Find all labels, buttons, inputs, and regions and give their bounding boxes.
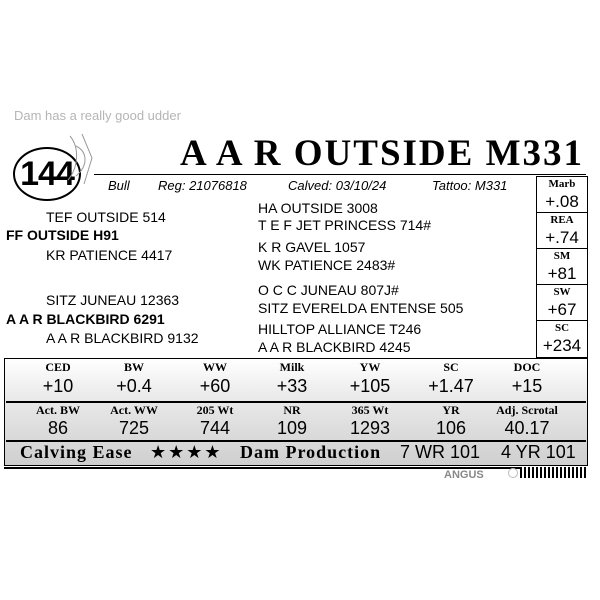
side-epd-label: Marb (548, 178, 576, 190)
actual-label: 365 Wt (351, 403, 389, 417)
calving-ease-stars: ★★★★ (150, 442, 223, 462)
pedigree-dsd: SITZ EVERELDA ENTENSE 505 (258, 300, 464, 316)
side-epd-value: +81 (547, 264, 577, 283)
pedigree-sdd: WK PATIENCE 2483# (258, 257, 396, 273)
actual-label: Adj. Scrotal (496, 403, 558, 417)
epd-value: +33 (276, 376, 308, 396)
pedigree-dam-sire: SITZ JUNEAU 12363 (46, 292, 180, 308)
side-epd-sw (536, 284, 588, 322)
side-epd-label: SW (553, 286, 571, 298)
angus-logo-text: ANGUS (444, 469, 484, 479)
side-epd-value: +234 (542, 336, 582, 355)
actual-label: Act. BW (36, 403, 80, 417)
dam-production-yr: 4 YR 101 (501, 442, 576, 462)
side-epd-value: +.08 (545, 192, 579, 211)
sex-label: Bull (108, 178, 130, 193)
pedigree-sire-sire: TEF OUTSIDE 514 (46, 209, 166, 225)
pedigree-sire: FF OUTSIDE H91 (6, 227, 119, 243)
registered-mark-icon (508, 468, 518, 478)
actual-label: Act. WW (110, 403, 158, 417)
pedigree-sds: K R GAVEL 1057 (258, 239, 366, 255)
actual-label: NR (283, 403, 301, 417)
dam-production-label: Dam Production (240, 442, 382, 462)
lot-number: 144 (20, 154, 74, 193)
epd-value: +15 (511, 376, 543, 396)
epd-label: BW (123, 360, 144, 374)
tattoo: Tattoo: M331 (432, 178, 508, 193)
side-epd-marb (536, 176, 588, 214)
actual-value: 106 (435, 418, 467, 438)
side-epd-label: REA (550, 214, 574, 226)
side-epd-sm (536, 248, 588, 286)
actual-value: 86 (47, 418, 69, 438)
epd-value: +0.4 (116, 376, 152, 396)
epd-label: DOC (513, 360, 541, 374)
side-epd-value: +67 (547, 300, 577, 319)
side-epd-value: +.74 (545, 228, 579, 247)
epd-value: +1.47 (428, 376, 474, 396)
animal-name-title: A A R OUTSIDE M331 (179, 133, 584, 174)
epd-label: YW (359, 360, 381, 374)
epd-value: +60 (199, 376, 231, 396)
actual-value: 1293 (349, 418, 391, 438)
epd-label: SC (443, 360, 459, 374)
epd-value: +105 (349, 376, 391, 396)
pedigree-dss: O C C JUNEAU 807J# (258, 282, 399, 298)
calving-ease-label: Calving Ease (20, 442, 133, 462)
pedigree-ssd: T E F JET PRINCESS 714# (258, 217, 431, 233)
pedigree-ddd: A A R BLACKBIRD 4245 (258, 339, 411, 355)
pedigree-sire-dam: KR PATIENCE 4417 (46, 247, 173, 263)
side-epd-sc (536, 320, 588, 358)
actual-label: YR (442, 403, 460, 417)
epd-label: CED (45, 360, 71, 374)
pedigree-sss: HA OUTSIDE 3008 (258, 200, 378, 216)
side-epd-label: SM (553, 250, 571, 262)
title-divider (94, 174, 586, 175)
epd-label: WW (203, 360, 227, 374)
actual-value: 40.17 (504, 418, 550, 438)
registration-number: Reg: 21076818 (158, 178, 247, 193)
epd-value: +10 (42, 376, 74, 396)
pedigree-dam-dam: A A R BLACKBIRD 9132 (46, 330, 199, 346)
dam-production-wr: 7 WR 101 (400, 442, 481, 462)
angus-logo (444, 467, 504, 479)
pedigree-dam: A A R BLACKBIRD 6291 (6, 311, 165, 327)
calved-date: Calved: 03/10/24 (288, 178, 387, 193)
pedigree-dds: HILLTOP ALLIANCE T246 (258, 321, 422, 337)
actual-label: 205 Wt (196, 403, 234, 417)
actual-value: 744 (199, 418, 231, 438)
side-epd-label: SC (554, 322, 570, 334)
qr-code-icon (520, 467, 586, 478)
actual-value: 725 (118, 418, 150, 438)
actual-value: 109 (276, 418, 308, 438)
epd-label: Milk (279, 360, 305, 374)
lot-note: Dam has a really good udder (14, 108, 181, 123)
side-epd-rea (536, 212, 588, 250)
